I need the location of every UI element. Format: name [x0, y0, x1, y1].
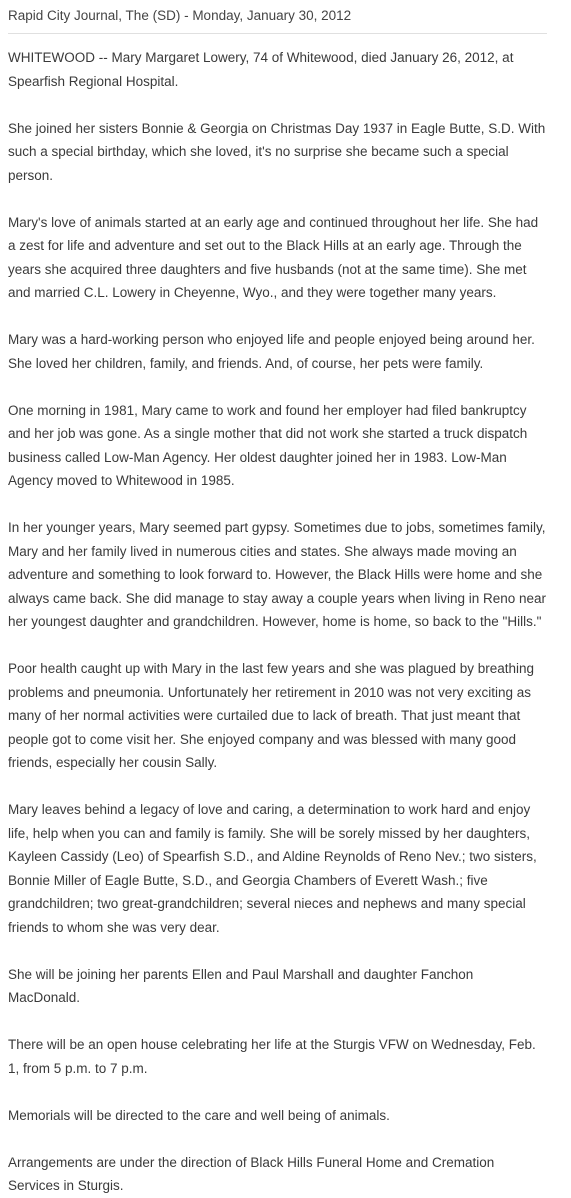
article-paragraph: Mary leaves behind a legacy of love and caring, a determination to work hard and enjoy life, help when you can and family is family. She will be sorely missed by her daughters, Kayleen Cassidy (Leo) of Spearfish S.D., and Aldine Reynolds of Reno Nev.; two sisters, Bonnie Miller of Eagle Butte, S.D., and Georgia Chambers of Everett Wash.; five grandchildren; two great-grandchildren; several nieces and nephews and many special friends to whom she was very dear. — [8, 802, 537, 935]
article-paragraph: Mary's love of animals started at an early age and continued throughout her life. She had a zest for life and adventure and set out to the Black Hills at an early age. Through the years she acquired three daughters and five husbands (not at the same time). She met and married C.L. Lowery in Cheyenne, Wyo., and they were together many years. — [8, 214, 539, 300]
article-paragraph: WHITEWOOD -- Mary Margaret Lowery, 74 of Whitewood, died January 26, 2012, at Spearfish Regional Hospital. — [8, 50, 514, 89]
article-paragraph: Mary was a hard-working person who enjoyed life and people enjoyed being around her. She loved her children, family, and friends. And, of course, her pets were family. — [8, 332, 535, 371]
article-paragraph: She joined her sisters Bonnie & Georgia on Christmas Day 1937 in Eagle Butte, S.D. With such a special birthday, which she loved, it's no surprise she became such a special person. — [8, 120, 546, 183]
article-paragraph: There will be an open house celebrating her life at the Sturgis VFW on Wednesday, Feb. 1, from 5 p.m. to 7 p.m. — [8, 1037, 536, 1076]
article-paragraph: In her younger years, Mary seemed part gypsy. Sometimes due to jobs, sometimes family, Mary and her family lived in numerous cities and states. She always made moving an adventure and something to look forward to. However, the Black Hills were home and she always came back. She did manage to stay away a couple years when living in Reno near her youngest daughter and grandchildren. However, home is home, so back to the "Hills." — [8, 520, 547, 629]
article-paragraph: Poor health caught up with Mary in the last few years and she was plagued by breathing problems and pneumonia. Unfortunately her retirement in 2010 was not very exciting as many of her normal activities were curtailed due to lack of breath. That just meant that people got to come visit her. She enjoyed company and was blessed with many good friends, especially her cousin Sally. — [8, 661, 535, 770]
article-paragraph: She will be joining her parents Ellen and Paul Marshall and daughter Fanchon MacDonald. — [8, 966, 474, 1005]
article-paragraph: Arrangements are under the direction of Black Hills Funeral Home and Cremation Services in Sturgis. — [8, 1154, 495, 1193]
article-dateline: Rapid City Journal, The (SD) - Monday, January 30, 2012 — [8, 6, 547, 34]
article-paragraph: Memorials will be directed to the care and well being of animals. — [8, 1107, 390, 1123]
article-paragraph: One morning in 1981, Mary came to work and found her employer had filed bankruptcy and her job was gone. As a single mother that did not work she started a truck dispatch business called Low-Man Agency. Her oldest daughter joined her in 1983. Low-Man Agency moved to Whitewood in 1985. — [8, 402, 528, 488]
article-body — [8, 46, 547, 1198]
